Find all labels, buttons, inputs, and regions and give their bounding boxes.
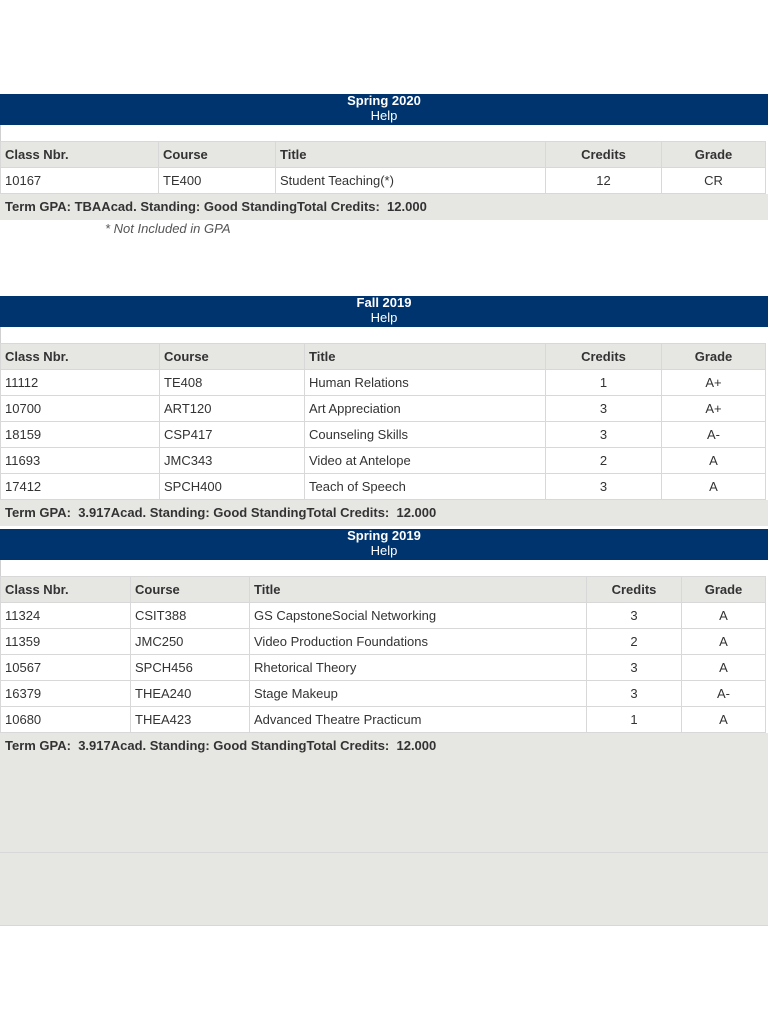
course-cell: TE408 <box>160 370 305 396</box>
grades-table <box>0 141 766 194</box>
title-cell: Teach of Speech <box>305 474 546 500</box>
grades-table <box>0 576 766 733</box>
credits-cell: 3 <box>587 655 682 681</box>
title-cell: Advanced Theatre Practicum <box>250 707 587 733</box>
table-header-row <box>1 142 766 168</box>
col-grade: Grade <box>682 577 766 603</box>
grade-cell: A <box>682 603 766 629</box>
course-cell: SPCH400 <box>160 474 305 500</box>
class-nbr-cell: 10567 <box>1 655 131 681</box>
panel-divider <box>0 925 768 926</box>
table-row <box>1 707 766 733</box>
help-link[interactable]: Help <box>370 108 398 123</box>
class-nbr-cell: 18159 <box>1 422 160 448</box>
course-cell: JMC343 <box>160 448 305 474</box>
credits-cell: 2 <box>587 629 682 655</box>
col-credits: Credits <box>546 344 662 370</box>
grade-cell: A- <box>682 681 766 707</box>
grade-cell: A+ <box>662 396 766 422</box>
course-cell: THEA240 <box>131 681 250 707</box>
table-row <box>1 681 766 707</box>
class-nbr-cell: 10167 <box>1 168 159 194</box>
term-fall-2019 <box>0 296 768 526</box>
credits-cell: 1 <box>546 370 662 396</box>
term-header <box>0 529 768 560</box>
term-header <box>0 94 768 125</box>
spacer <box>0 560 768 576</box>
credits-cell: 12 <box>546 168 662 194</box>
grade-cell: A <box>682 629 766 655</box>
term-spring-2019 <box>0 529 768 759</box>
trailing-panel <box>0 757 768 926</box>
spacer <box>0 125 768 141</box>
title-cell: Human Relations <box>305 370 546 396</box>
class-nbr-cell: 10700 <box>1 396 160 422</box>
grade-cell: A <box>662 448 766 474</box>
table-header-row <box>1 577 766 603</box>
col-grade: Grade <box>662 142 766 168</box>
grades-table <box>0 343 766 500</box>
col-course: Course <box>159 142 276 168</box>
col-title: Title <box>250 577 587 603</box>
grade-cell: CR <box>662 168 766 194</box>
term-title: Spring 2020 <box>347 93 421 108</box>
table-header-row <box>1 344 766 370</box>
class-nbr-cell: 11324 <box>1 603 131 629</box>
col-course: Course <box>131 577 250 603</box>
title-cell: Stage Makeup <box>250 681 587 707</box>
class-nbr-cell: 17412 <box>1 474 160 500</box>
col-class-nbr: Class Nbr. <box>1 577 131 603</box>
grade-cell: A <box>682 655 766 681</box>
credits-cell: 2 <box>546 448 662 474</box>
panel-divider <box>0 852 768 853</box>
class-nbr-cell: 11693 <box>1 448 160 474</box>
table-row <box>1 370 766 396</box>
grade-cell: A <box>662 474 766 500</box>
title-cell: Student Teaching(*) <box>276 168 546 194</box>
course-cell: CSIT388 <box>131 603 250 629</box>
title-cell: Rhetorical Theory <box>250 655 587 681</box>
credits-cell: 3 <box>546 474 662 500</box>
table-row <box>1 474 766 500</box>
spacer <box>0 327 768 343</box>
col-credits: Credits <box>587 577 682 603</box>
grade-cell: A- <box>662 422 766 448</box>
table-row <box>1 448 766 474</box>
title-cell: Video at Antelope <box>305 448 546 474</box>
title-cell: Counseling Skills <box>305 422 546 448</box>
course-cell: ART120 <box>160 396 305 422</box>
col-grade: Grade <box>662 344 766 370</box>
credits-cell: 3 <box>587 681 682 707</box>
grade-cell: A+ <box>662 370 766 396</box>
credits-cell: 1 <box>587 707 682 733</box>
course-cell: THEA423 <box>131 707 250 733</box>
col-credits: Credits <box>546 142 662 168</box>
col-title: Title <box>276 142 546 168</box>
help-link[interactable]: Help <box>370 543 398 558</box>
term-summary: Term GPA: 3.917Acad. Standing: Good StandingTotal Credits: 12.000 <box>0 500 768 526</box>
term-summary: Term GPA: 3.917Acad. Standing: Good StandingTotal Credits: 12.000 <box>0 733 768 759</box>
course-cell: TE400 <box>159 168 276 194</box>
table-row <box>1 655 766 681</box>
class-nbr-cell: 10680 <box>1 707 131 733</box>
title-cell: GS CapstoneSocial Networking <box>250 603 587 629</box>
term-title: Spring 2019 <box>347 528 421 543</box>
term-title: Fall 2019 <box>356 295 412 310</box>
course-cell: SPCH456 <box>131 655 250 681</box>
table-row <box>1 603 766 629</box>
table-row <box>1 629 766 655</box>
col-course: Course <box>160 344 305 370</box>
col-title: Title <box>305 344 546 370</box>
class-nbr-cell: 11112 <box>1 370 160 396</box>
title-cell: Video Production Foundations <box>250 629 587 655</box>
col-class-nbr: Class Nbr. <box>1 344 160 370</box>
credits-cell: 3 <box>546 422 662 448</box>
col-class-nbr: Class Nbr. <box>1 142 159 168</box>
credits-cell: 3 <box>587 603 682 629</box>
footnote: * Not Included in GPA <box>105 221 231 236</box>
credits-cell: 3 <box>546 396 662 422</box>
table-row <box>1 168 766 194</box>
table-row <box>1 422 766 448</box>
term-spring-2020 <box>0 94 768 238</box>
term-header <box>0 296 768 327</box>
class-nbr-cell: 16379 <box>1 681 131 707</box>
term-summary: Term GPA: TBAAcad. Standing: Good StandingTotal Credits: 12.000 <box>0 194 768 220</box>
course-cell: CSP417 <box>160 422 305 448</box>
class-nbr-cell: 11359 <box>1 629 131 655</box>
table-row <box>1 396 766 422</box>
title-cell: Art Appreciation <box>305 396 546 422</box>
grade-cell: A <box>682 707 766 733</box>
help-link[interactable]: Help <box>370 310 398 325</box>
course-cell: JMC250 <box>131 629 250 655</box>
